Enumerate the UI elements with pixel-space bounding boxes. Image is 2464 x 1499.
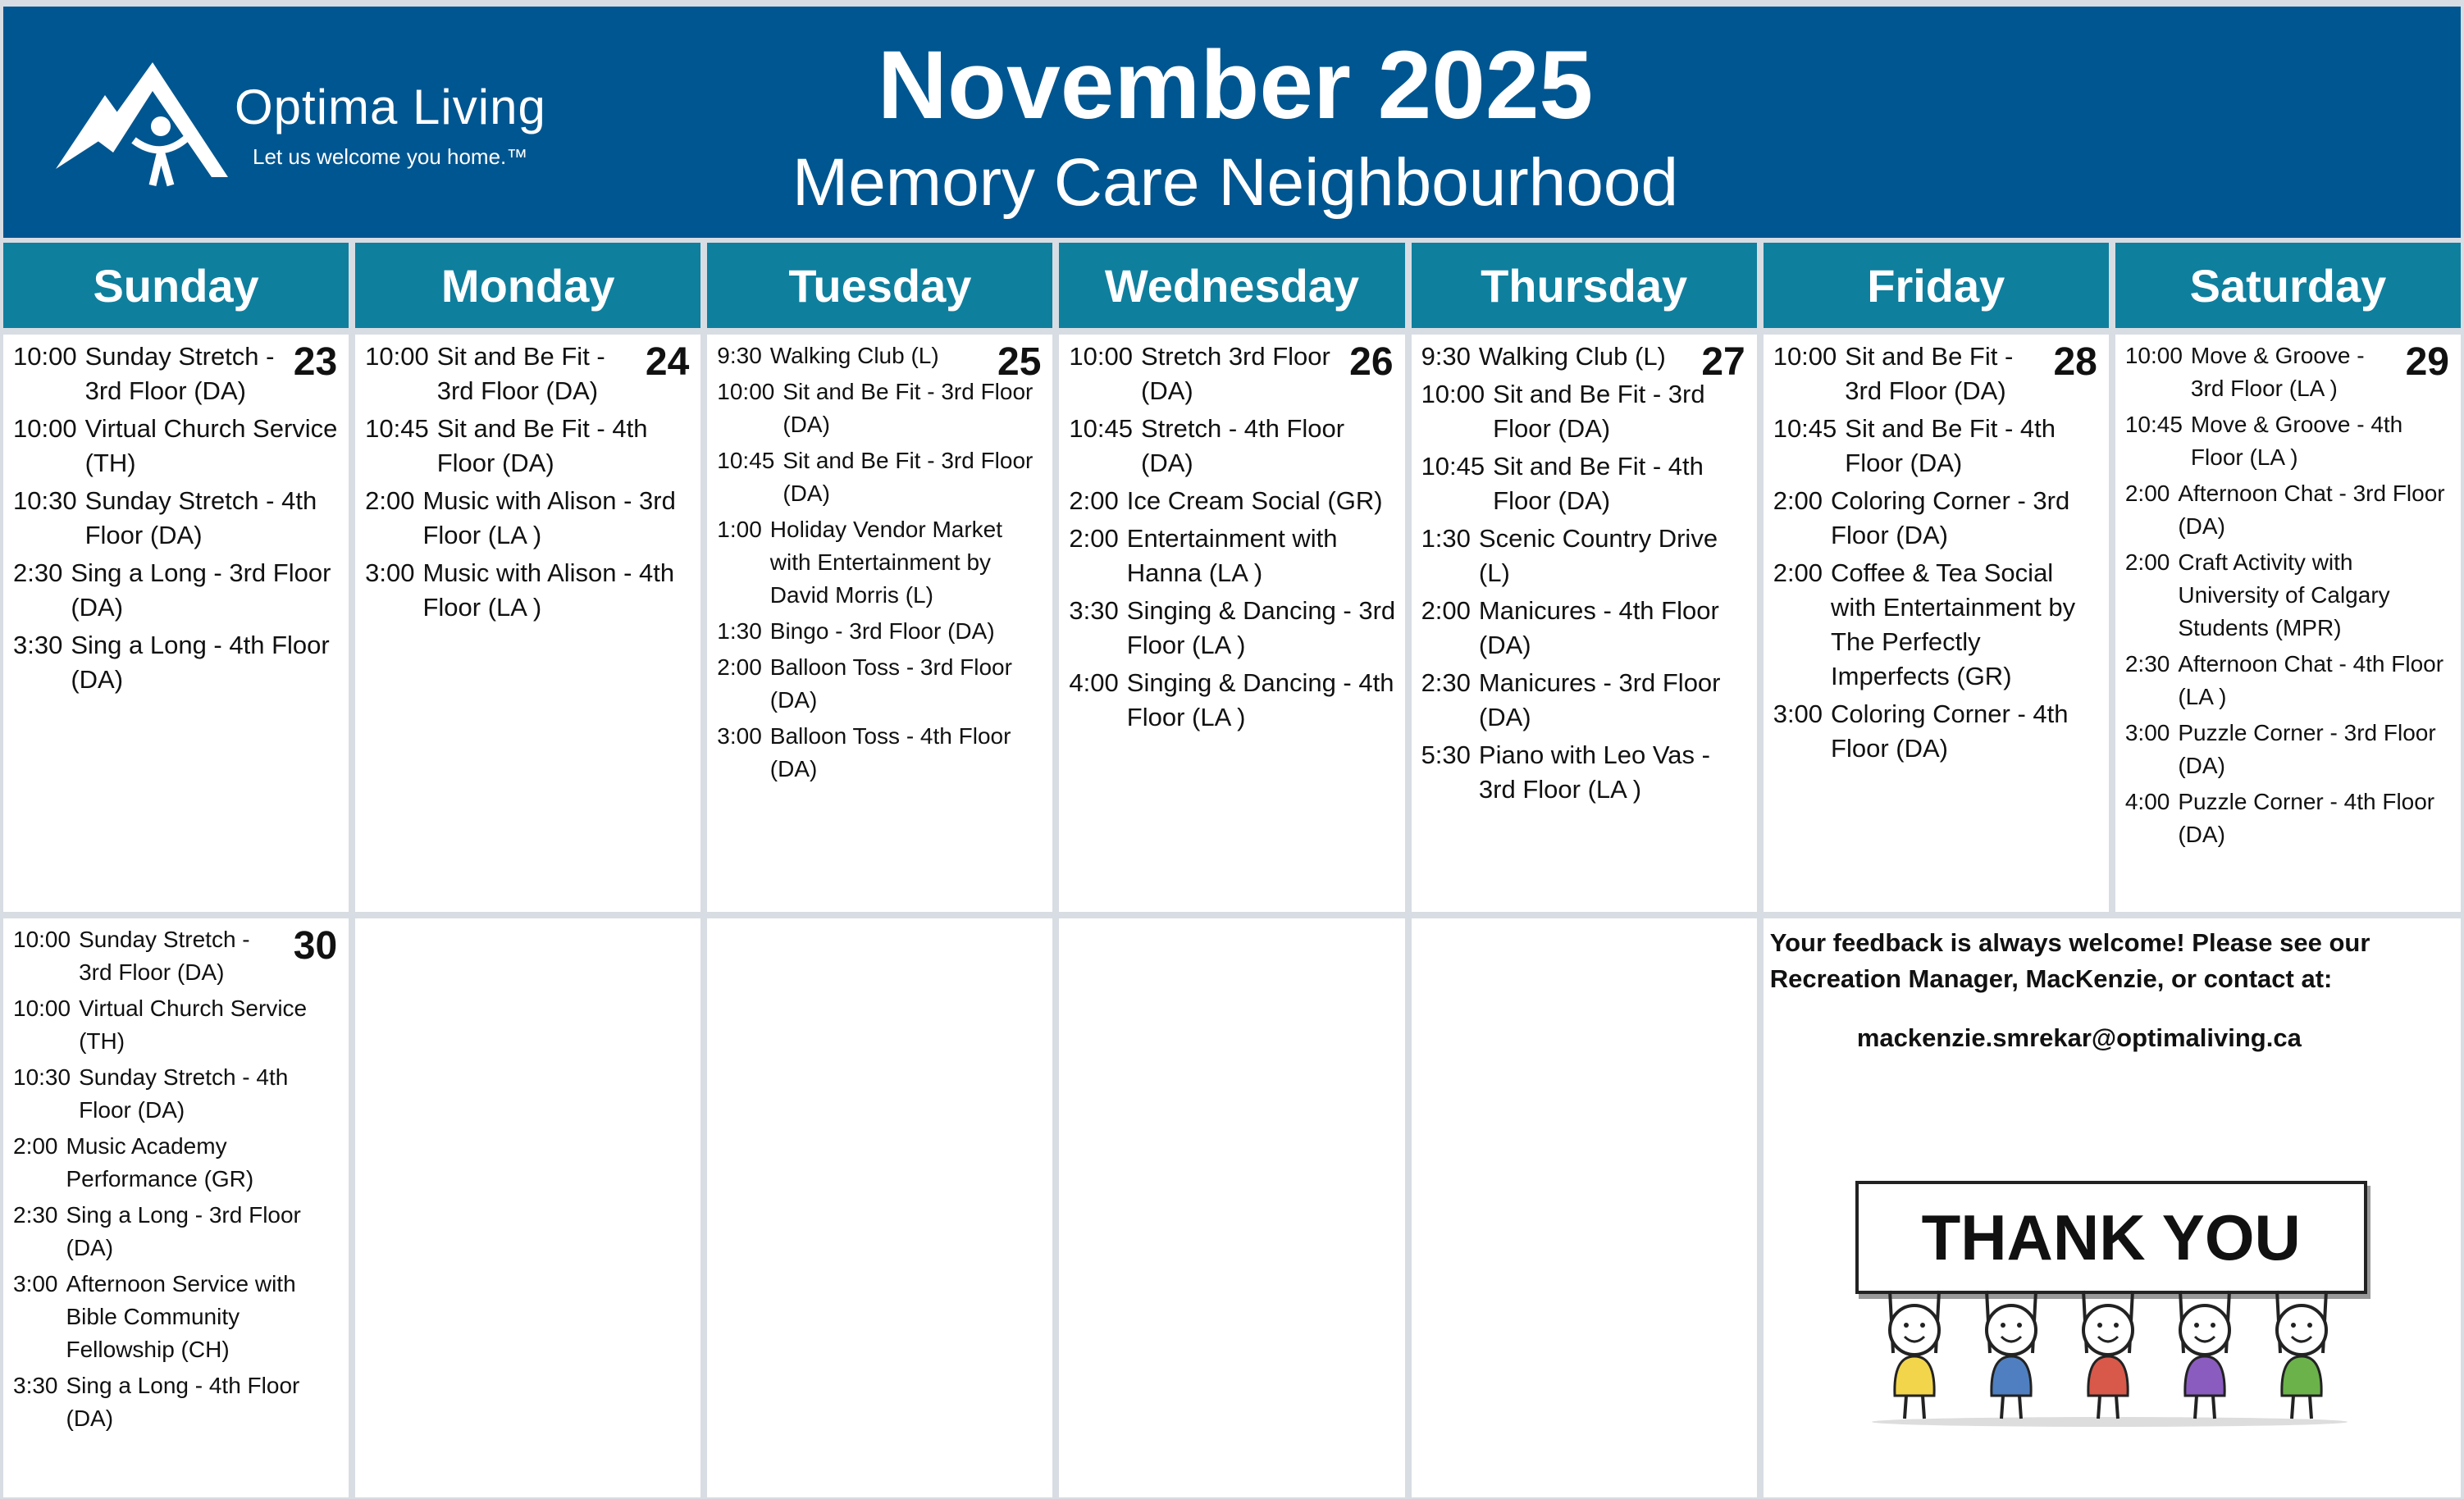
event-description: Manicures - 4th Floor (DA) bbox=[1478, 596, 1719, 659]
day-cell bbox=[3, 918, 349, 1497]
event-description: Sunday Stretch - 3rd Floor (DA) bbox=[79, 927, 250, 985]
event-description: Sing a Long - 3rd Floor (DA) bbox=[66, 1202, 301, 1260]
event-time: 10:00 bbox=[365, 342, 429, 371]
event-item bbox=[13, 484, 342, 553]
event-description: Sunday Stretch - 4th Floor (DA) bbox=[84, 486, 317, 549]
event-time: 2:30 bbox=[1421, 668, 1471, 697]
event-description: Puzzle Corner - 4th Floor (DA) bbox=[2178, 789, 2435, 847]
event-list bbox=[1059, 335, 1404, 735]
event-item bbox=[717, 720, 1046, 786]
event-time: 10:00 bbox=[13, 927, 71, 952]
event-time: 9:30 bbox=[1421, 342, 1471, 371]
event-time: 3:00 bbox=[1773, 699, 1823, 728]
event-time: 10:45 bbox=[717, 448, 775, 473]
day-number: 29 bbox=[2405, 340, 2449, 384]
event-list bbox=[707, 335, 1052, 786]
day-number: 25 bbox=[997, 340, 1042, 384]
event-time: 5:30 bbox=[1421, 740, 1471, 769]
day-cell bbox=[3, 335, 349, 912]
event-description: Stretch 3rd Floor (DA) bbox=[1141, 342, 1330, 405]
event-item bbox=[717, 376, 1046, 441]
event-description: Singing & Dancing - 3rd Floor (LA ) bbox=[1126, 596, 1396, 659]
event-item bbox=[717, 615, 1046, 648]
event-description: Balloon Toss - 4th Floor (DA) bbox=[769, 723, 1011, 781]
event-description: Scenic Country Drive (L) bbox=[1478, 524, 1718, 587]
day-number: 30 bbox=[293, 924, 338, 968]
event-item bbox=[1421, 377, 1750, 446]
event-item bbox=[1421, 522, 1750, 590]
event-item bbox=[1421, 449, 1750, 518]
calendar-header bbox=[3, 7, 2461, 238]
stick-figure-icon bbox=[2277, 1291, 2326, 1419]
weekday-header-friday: Friday bbox=[1764, 243, 2109, 328]
event-item bbox=[1069, 412, 1398, 481]
event-time: 2:00 bbox=[1773, 486, 1823, 515]
day-cell bbox=[2115, 335, 2461, 912]
event-item bbox=[1421, 738, 1750, 807]
ground-shadow bbox=[1872, 1417, 2348, 1427]
event-description: Coloring Corner - 3rd Floor (DA) bbox=[1831, 486, 2070, 549]
event-item bbox=[1069, 484, 1398, 518]
event-time: 3:00 bbox=[717, 723, 762, 749]
event-item bbox=[13, 412, 342, 481]
event-description: Sunday Stretch - 4th Floor (DA) bbox=[79, 1064, 289, 1123]
event-time: 10:45 bbox=[365, 414, 429, 443]
event-description: Afternoon Chat - 3rd Floor (DA) bbox=[2178, 481, 2445, 539]
event-description: Manicures - 3rd Floor (DA) bbox=[1478, 668, 1721, 731]
day-number: 26 bbox=[1349, 340, 1394, 384]
event-item bbox=[1773, 697, 2102, 766]
weekday-header-tuesday: Tuesday bbox=[707, 243, 1052, 328]
event-item bbox=[13, 1369, 342, 1435]
event-item bbox=[1773, 412, 2102, 481]
event-time: 2:00 bbox=[13, 1133, 58, 1159]
day-cell bbox=[1764, 335, 2109, 912]
event-list bbox=[1412, 335, 1757, 807]
event-description: Sing a Long - 3rd Floor (DA) bbox=[71, 558, 331, 622]
event-time: 10:45 bbox=[1069, 414, 1133, 443]
event-list bbox=[2115, 335, 2461, 851]
event-description: Sit and Be Fit - 3rd Floor (DA) bbox=[1493, 380, 1705, 443]
event-item bbox=[2125, 717, 2454, 782]
event-item bbox=[1069, 666, 1398, 735]
event-item bbox=[1069, 522, 1398, 590]
event-item bbox=[365, 412, 694, 481]
calendar-grid bbox=[3, 243, 2461, 1496]
event-time: 3:30 bbox=[1069, 596, 1119, 625]
contact-email-link[interactable]: mackenzie.smrekar@optimaliving.ca bbox=[1856, 1023, 2302, 1052]
weekday-header-thursday: Thursday bbox=[1412, 243, 1757, 328]
event-time: 10:00 bbox=[717, 379, 775, 404]
event-time: 10:00 bbox=[2124, 343, 2183, 368]
event-item bbox=[13, 992, 342, 1058]
event-description: Craft Activity with University of Calgary Students (MPR) bbox=[2178, 549, 2390, 640]
event-description: Puzzle Corner - 3rd Floor (DA) bbox=[2178, 720, 2436, 778]
event-description: Entertainment with Hanna (LA ) bbox=[1126, 524, 1338, 587]
day-number: 23 bbox=[293, 340, 338, 384]
event-item bbox=[2125, 648, 2454, 713]
event-item bbox=[2125, 786, 2454, 851]
event-description: Move & Groove - 4th Floor (LA ) bbox=[2190, 412, 2403, 470]
event-time: 3:30 bbox=[13, 1373, 58, 1398]
weekday-header-monday: Monday bbox=[355, 243, 700, 328]
event-time: 10:30 bbox=[13, 486, 77, 515]
event-description: Move & Groove - 3rd Floor (LA ) bbox=[2190, 343, 2365, 401]
event-description: Sit and Be Fit - 4th Floor (DA) bbox=[1493, 452, 1704, 515]
event-time: 2:30 bbox=[2124, 651, 2170, 677]
event-time: 3:00 bbox=[2124, 720, 2170, 745]
empty-day-cell bbox=[1059, 918, 1404, 1497]
weekday-header-saturday: Saturday bbox=[2115, 243, 2461, 328]
event-time: 2:00 bbox=[365, 486, 415, 515]
event-description: Sit and Be Fit - 3rd Floor (DA) bbox=[783, 379, 1034, 437]
event-time: 4:00 bbox=[1069, 668, 1119, 697]
event-description: Ice Cream Social (GR) bbox=[1126, 486, 1383, 515]
event-description: Sunday Stretch - 3rd Floor (DA) bbox=[84, 342, 275, 405]
day-number: 24 bbox=[645, 340, 690, 384]
event-item bbox=[717, 513, 1046, 612]
day-number: 27 bbox=[1701, 340, 1745, 384]
event-description: Piano with Leo Vas - 3rd Floor (LA ) bbox=[1478, 740, 1710, 804]
event-time: 10:00 bbox=[1069, 342, 1133, 371]
event-description: Balloon Toss - 3rd Floor (DA) bbox=[769, 654, 1012, 713]
event-description: Virtual Church Service (TH) bbox=[79, 996, 308, 1054]
day-cell bbox=[1059, 335, 1404, 912]
event-time: 1:00 bbox=[717, 517, 762, 542]
event-time: 1:30 bbox=[1421, 524, 1471, 553]
event-description: Walking Club (L) bbox=[769, 343, 939, 368]
logo-name: Optima Living bbox=[235, 80, 546, 134]
empty-day-cell bbox=[707, 918, 1052, 1497]
event-time: 2:30 bbox=[13, 1202, 58, 1228]
day-cell bbox=[707, 335, 1052, 912]
event-item bbox=[2125, 408, 2454, 474]
event-time: 10:00 bbox=[1421, 380, 1485, 408]
event-time: 2:30 bbox=[13, 558, 63, 587]
event-description: Afternoon Service with Bible Community Fellowship (CH) bbox=[66, 1271, 296, 1362]
event-description: Coloring Corner - 4th Floor (DA) bbox=[1831, 699, 2069, 763]
event-time: 10:30 bbox=[13, 1064, 71, 1090]
weekday-header-sunday: Sunday bbox=[3, 243, 349, 328]
event-description: Coffee & Tea Social with Entertainment by The Perfectly Imperfects (GR) bbox=[1831, 558, 2076, 690]
event-item bbox=[13, 556, 342, 625]
event-time: 10:45 bbox=[1421, 452, 1485, 481]
stick-figure-icon bbox=[1987, 1291, 2036, 1419]
event-time: 10:00 bbox=[13, 414, 77, 443]
thank-you-sign: THANK YOU bbox=[1855, 1181, 2367, 1294]
event-time: 2:00 bbox=[2124, 481, 2170, 506]
event-description: Walking Club (L) bbox=[1478, 342, 1666, 371]
neighbourhood-subtitle: Memory Care Neighbourhood bbox=[792, 145, 1679, 220]
empty-day-cell bbox=[355, 918, 700, 1497]
thank-you-illustration bbox=[1855, 1181, 2380, 1443]
event-description: Sit and Be Fit - 4th Floor (DA) bbox=[1845, 414, 2056, 477]
event-description: Sit and Be Fit - 3rd Floor (DA) bbox=[1845, 342, 2014, 405]
event-item bbox=[13, 1199, 342, 1264]
event-time: 10:45 bbox=[1773, 414, 1837, 443]
event-time: 2:00 bbox=[1421, 596, 1471, 625]
event-item bbox=[13, 1268, 342, 1366]
event-item bbox=[1421, 594, 1750, 663]
event-description: Stretch - 4th Floor (DA) bbox=[1141, 414, 1345, 477]
event-item bbox=[365, 484, 694, 553]
event-time: 3:30 bbox=[13, 631, 63, 659]
event-item bbox=[717, 651, 1046, 717]
event-description: Holiday Vendor Market with Entertainment by David Morris (L) bbox=[769, 517, 1003, 608]
stick-figure-icon bbox=[2180, 1291, 2229, 1419]
event-item bbox=[1773, 556, 2102, 694]
stick-figure-icon bbox=[1890, 1291, 1939, 1419]
event-item bbox=[13, 1130, 342, 1196]
feedback-panel bbox=[1764, 918, 2461, 1497]
event-list bbox=[1764, 335, 2109, 766]
event-description: Sit and Be Fit - 4th Floor (DA) bbox=[436, 414, 648, 477]
event-time: 2:00 bbox=[1069, 524, 1119, 553]
event-description: Sing a Long - 4th Floor (DA) bbox=[66, 1373, 300, 1431]
event-item bbox=[717, 444, 1046, 510]
event-item bbox=[1069, 594, 1398, 663]
event-time: 10:45 bbox=[2124, 412, 2183, 437]
event-description: Bingo - 3rd Floor (DA) bbox=[769, 618, 995, 644]
event-description: Sit and Be Fit - 3rd Floor (DA) bbox=[436, 342, 605, 405]
event-description: Singing & Dancing - 4th Floor (LA ) bbox=[1126, 668, 1394, 731]
event-item bbox=[2125, 546, 2454, 645]
event-time: 2:00 bbox=[1773, 558, 1823, 587]
weekday-header-wednesday: Wednesday bbox=[1059, 243, 1404, 328]
event-item bbox=[13, 628, 342, 697]
event-time: 3:00 bbox=[13, 1271, 58, 1296]
day-number: 28 bbox=[2053, 340, 2097, 384]
event-item bbox=[365, 556, 694, 625]
empty-day-cell bbox=[1412, 918, 1757, 1497]
event-list bbox=[3, 335, 349, 697]
event-list bbox=[3, 918, 349, 1435]
event-item bbox=[1773, 484, 2102, 553]
event-item bbox=[13, 1061, 342, 1127]
event-item bbox=[1421, 666, 1750, 735]
event-description: Music with Alison - 4th Floor (LA ) bbox=[422, 558, 675, 622]
event-description: Sit and Be Fit - 3rd Floor (DA) bbox=[783, 448, 1034, 506]
event-description: Sing a Long - 4th Floor (DA) bbox=[71, 631, 330, 694]
event-time: 3:00 bbox=[365, 558, 415, 587]
event-description: Music with Alison - 3rd Floor (LA ) bbox=[422, 486, 676, 549]
event-time: 10:00 bbox=[13, 342, 77, 371]
event-time: 10:00 bbox=[1773, 342, 1837, 371]
stick-figures-icon bbox=[1855, 1181, 2380, 1443]
event-time: 10:00 bbox=[13, 996, 71, 1021]
event-item bbox=[2125, 477, 2454, 543]
day-cell bbox=[1412, 335, 1757, 912]
event-time: 2:00 bbox=[717, 654, 762, 680]
event-time: 1:30 bbox=[717, 618, 762, 644]
day-cell bbox=[355, 335, 700, 912]
month-title: November 2025 bbox=[877, 31, 1594, 139]
event-description: Music Academy Performance (GR) bbox=[66, 1133, 254, 1191]
event-time: 9:30 bbox=[717, 343, 762, 368]
event-time: 2:00 bbox=[1069, 486, 1119, 515]
stick-figure-icon bbox=[2083, 1291, 2133, 1419]
logo-tagline: Let us welcome you home.™ bbox=[253, 144, 528, 169]
feedback-message: Your feedback is always welcome! Please see our Recreation Manager, MacKenzie, or contact at: bbox=[1769, 928, 2370, 993]
event-description: Virtual Church Service (TH) bbox=[84, 414, 338, 477]
event-time: 2:00 bbox=[2124, 549, 2170, 575]
event-description: Afternoon Chat - 4th Floor (LA ) bbox=[2178, 651, 2444, 709]
event-time: 4:00 bbox=[2124, 789, 2170, 814]
